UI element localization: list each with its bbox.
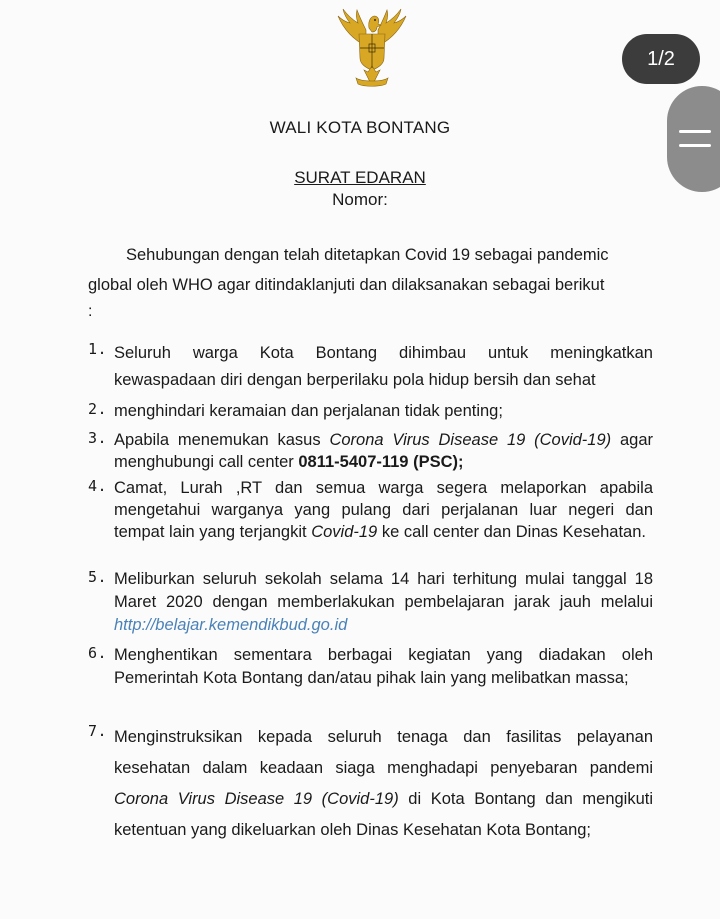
text-span: ke call center dan Dinas Kesehatan. xyxy=(377,523,646,541)
list-item xyxy=(88,400,653,422)
call-center-number: 0811-5407-119 (PSC); xyxy=(298,453,464,471)
garuda-emblem-icon xyxy=(326,4,418,96)
list-item-text xyxy=(114,568,653,637)
text-span: Meliburkan seluruh sekolah selama 14 hari terhitung mulai tanggal 18 Maret 2020 dengan memberlakukan pembelajaran jarak jauh melalui xyxy=(114,570,653,611)
list-item-number: 7. xyxy=(88,722,108,740)
intro-line: Sehubungan dengan telah ditetapkan Covid 19 sebagai pandemic xyxy=(126,246,609,264)
text-span: Camat, Lurah ,RT dan semua warga segera melaporkan apabila mengetahui warganya yang pulang dari perjalanan luar negeri dan tempat lain yang terjangkit xyxy=(114,479,653,541)
belajar-link[interactable]: http://belajar.kemendikbud.go.id xyxy=(114,616,348,634)
hamburger-menu-icon[interactable] xyxy=(667,86,720,192)
menu-bar xyxy=(679,144,711,147)
list-item xyxy=(88,568,653,637)
list-item-text: menghindari keramaian dan perjalanan tidak penting; xyxy=(114,402,503,420)
list-item xyxy=(88,429,653,473)
list-item-number: 4. xyxy=(88,477,108,495)
list-item-number: 3. xyxy=(88,429,108,447)
list-item xyxy=(88,722,653,846)
text-span: Apabila menemukan kasus xyxy=(114,431,330,449)
list-item xyxy=(88,644,653,690)
italic-text: Corona Virus Disease 19 (Covid-19) xyxy=(329,431,612,449)
intro-line: global oleh WHO agar ditindaklanjuti dan dilaksanakan sebagai berikut xyxy=(88,276,605,294)
text-span: agar menghubungi call center xyxy=(114,431,654,471)
list-item-text xyxy=(114,429,653,473)
list-item-number: 6. xyxy=(88,644,108,662)
list-item xyxy=(88,477,653,543)
text-span: Menginstruksikan kepada seluruh tenaga dan fasilitas pelayanan kesehatan dalam keadaan siaga menghadapi penyebaran pandemi xyxy=(114,728,653,777)
list-item-number: 5. xyxy=(88,568,108,586)
italic-text: Covid-19 xyxy=(311,523,378,541)
list-item-number: 2. xyxy=(88,400,108,418)
list-item-text: Seluruh warga Kota Bontang dihimbau untuk meningkatkan kewaspadaan diri dengan berperilaku pola hidup bersih dan sehat xyxy=(114,344,653,389)
list-item-text xyxy=(114,722,653,846)
list-item-text xyxy=(114,477,653,543)
page-indicator: 1/2 xyxy=(622,34,700,84)
intro-paragraph xyxy=(88,240,653,300)
intro-colon: : xyxy=(88,303,93,320)
document-number-label: Nomor: xyxy=(332,190,388,209)
document-header: WALI KOTA BONTANG xyxy=(269,118,451,137)
text-span: di Kota Bontang dan mengikuti ketentuan yang dikeluarkan oleh Dinas Kesehatan Kota Bontang; xyxy=(114,790,654,839)
menu-bar xyxy=(679,130,711,133)
list-item-number: 1. xyxy=(88,340,108,358)
list-item-text: Menghentikan sementara berbagai kegiatan yang diadakan oleh Pemerintah Kota Bontang dan/atau pihak lain yang melibatkan massa; xyxy=(114,646,653,687)
document-title: SURAT EDARAN xyxy=(294,168,426,187)
italic-text: Corona Virus Disease 19 (Covid-19) xyxy=(114,790,399,808)
list-item xyxy=(88,340,653,394)
